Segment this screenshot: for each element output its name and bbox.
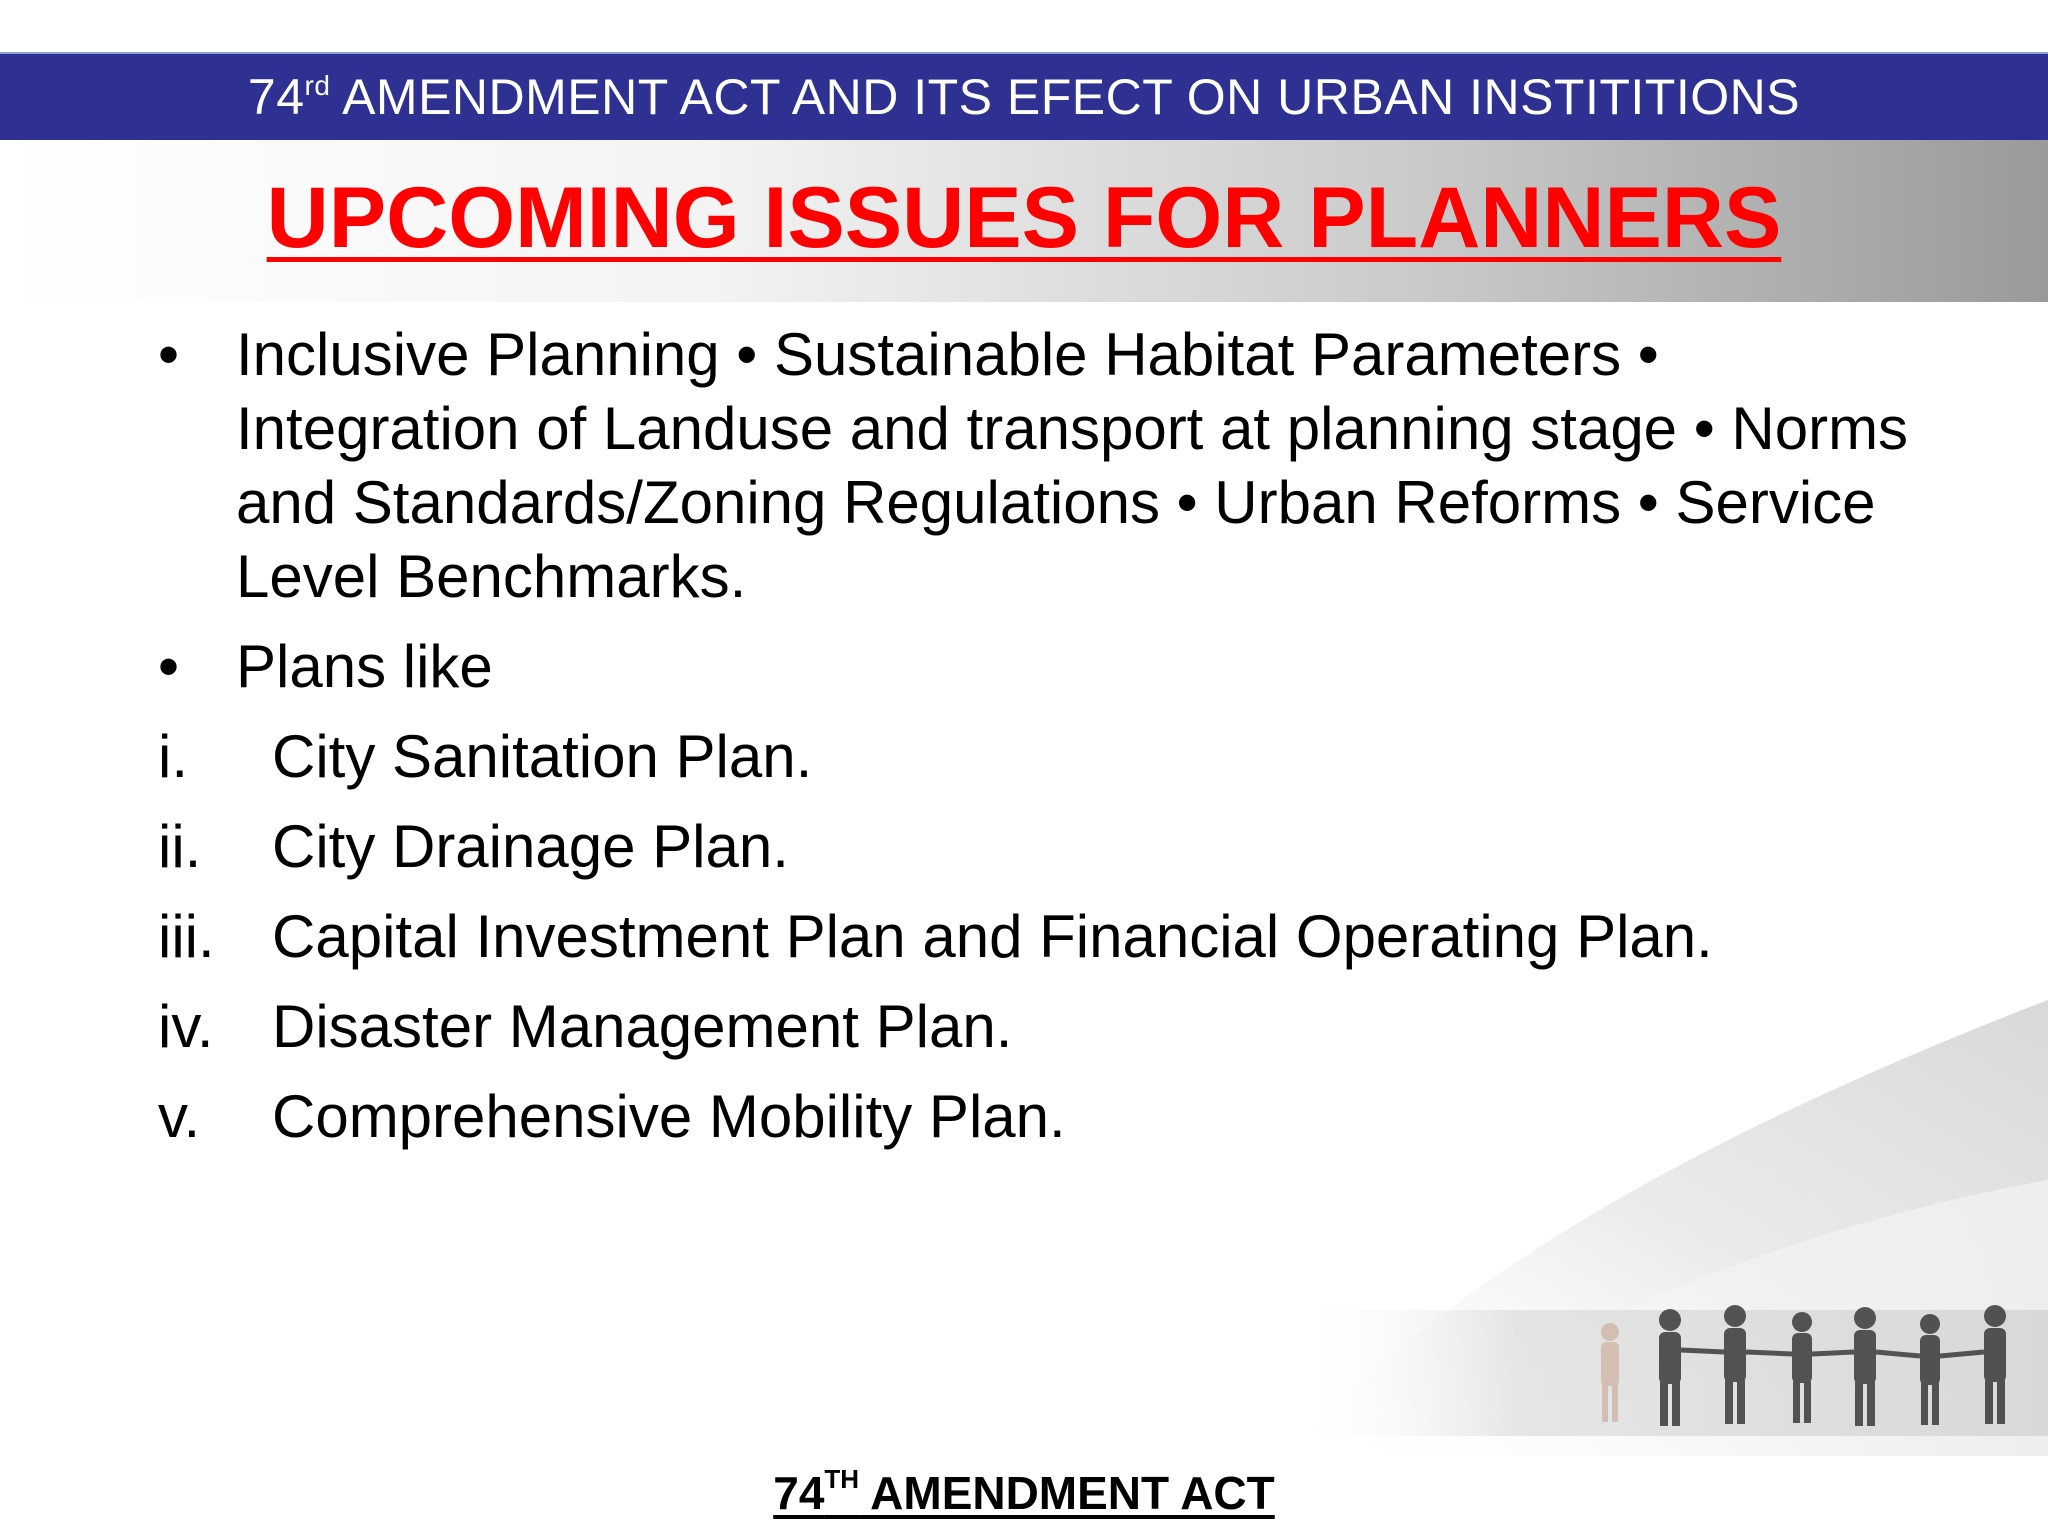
plan-numeral: ii. [158, 813, 202, 880]
plan-numeral: iii. [158, 903, 215, 970]
plan-item [150, 810, 1950, 884]
plan-text: City Drainage Plan. [272, 813, 789, 880]
plan-text: Comprehensive Mobility Plan. [272, 1083, 1066, 1150]
footer-superscript: TH [824, 1464, 860, 1494]
footer-title [0, 1466, 2048, 1520]
plan-text: City Sanitation Plan. [272, 723, 813, 790]
header-rest: AMENDMENT ACT AND ITS EFECT ON URBAN INSTITITIONS [330, 69, 1801, 125]
footer-rest: AMENDMENT ACT [859, 1467, 1275, 1519]
bullet-text: Plans like [236, 633, 493, 700]
bullet-mark: • [158, 633, 180, 700]
people-holding-hands-icon [1290, 980, 2048, 1456]
plan-numeral: v. [158, 1083, 201, 1150]
footer-label [773, 1464, 1275, 1519]
bullet-mark: • [158, 321, 180, 388]
plan-numeral: i. [158, 723, 188, 790]
header-title [248, 68, 1800, 126]
bullet-item [150, 318, 1950, 614]
bullet-text: Inclusive Planning • Sustainable Habitat Parameters • Integration of Landuse and transport at planning stage • Norms and Standards/Zoning Regulations • Urban Reforms • Service Level Benchmarks. [236, 321, 1909, 610]
plan-numeral: iv. [158, 993, 214, 1060]
plan-item [150, 720, 1950, 794]
bullet-item [150, 630, 1950, 704]
header-prefix: 74 [247, 69, 305, 125]
header-superscript: rd [304, 70, 331, 101]
slide-title: UPCOMING ISSUES FOR PLANNERS [266, 170, 1782, 266]
people-silhouette-decor [1290, 980, 2048, 1456]
plan-text: Capital Investment Plan and Financial Operating Plan. [272, 903, 1713, 970]
plan-item [150, 900, 1950, 974]
footer-prefix: 74 [773, 1467, 825, 1519]
header-bar [0, 52, 2048, 140]
plan-text: Disaster Management Plan. [272, 993, 1013, 1060]
